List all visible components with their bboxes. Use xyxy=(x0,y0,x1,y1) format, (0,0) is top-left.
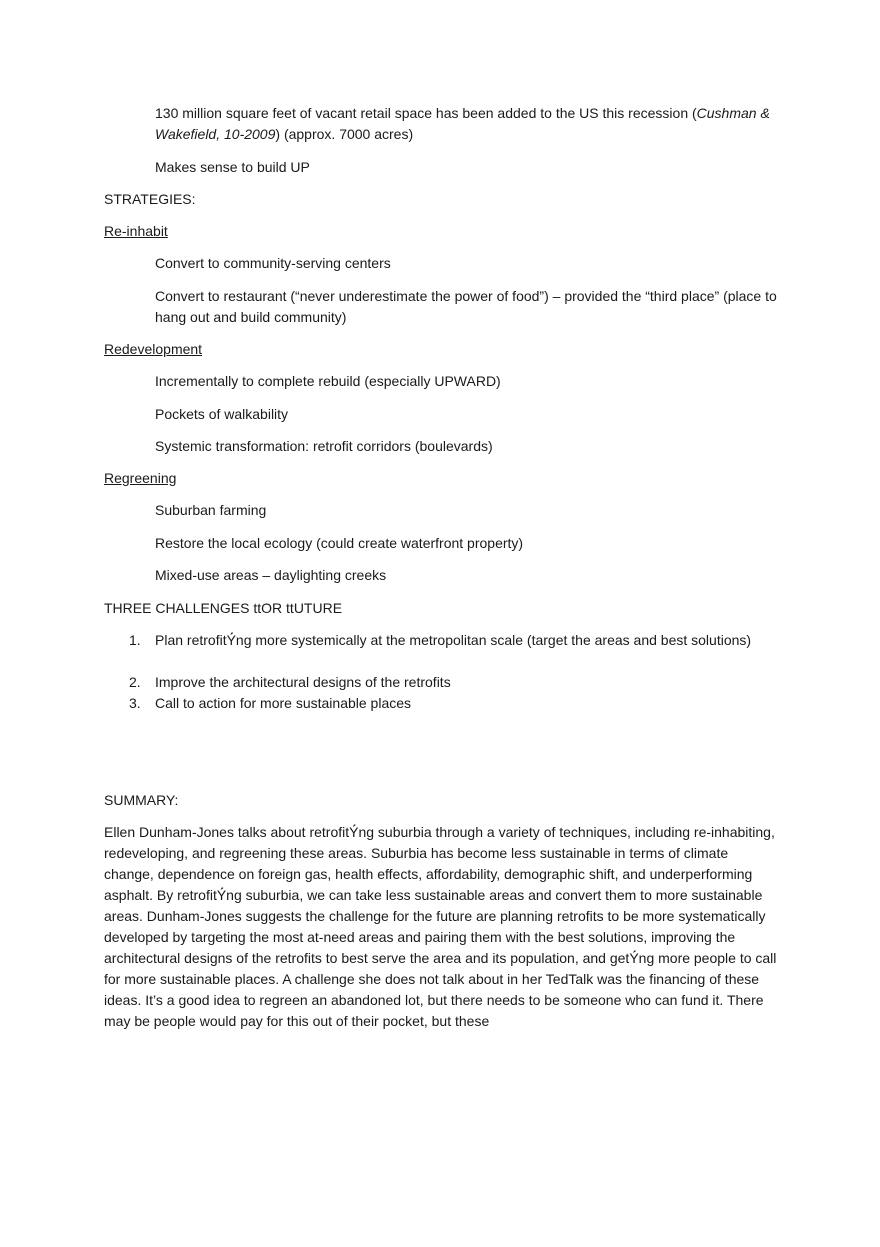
list-number: 3. xyxy=(129,695,141,711)
intro-source: Cushman & Wakefield xyxy=(155,105,770,142)
regreening-item: Mixed-use areas – daylighting creeks xyxy=(155,567,387,583)
summary-label: SUMMARY: xyxy=(104,792,179,808)
reinhabit-item: Convert to community-serving centers xyxy=(155,255,391,271)
list-item-text: Call to action for more sustainable places xyxy=(155,695,412,711)
summary-text: Ellen Dunham-Jones talks about retrofitÝ́ng suburbia through a variety of techniques, including re-inhabiting, redeveloping, and regreening these areas. Suburbia has become less sustainable in terms of climate change, dependence on foreign gas, health effects, affordability, demographic shift, and underperforming asphalt. By retrofitÝ́ng suburbia, we can take less sustainable areas and convert them to more sustainable areas. Dunham-Jones suggests the challenge for the future are planning retrofits to be more systematically developed by targeting the most at-need areas and pairing them with the best solutions, improving the architectural designs of the retrofits to best serve the area and its population, and getÝ́ng more people to call for more sustainable places. A challenge she does not talk about in her TedTalk was the financing of these ideas. It’s a good idea to regreen an abandoned lot, but there needs to be someone who can fund it. There may be people would pay for this out of their pocket, but these xyxy=(104,824,777,1029)
regreening-item: Restore the local ecology (could create waterfront property) xyxy=(155,535,524,551)
intro-text-pre: 130 million square feet of vacant retail space has been added to the US this recession ( xyxy=(155,105,697,121)
list-item-text: Plan retrofitÝ́ng more systemically at the metropolitan scale (target the areas and best solutions) xyxy=(155,632,752,648)
redevelopment-heading: Redevelopment xyxy=(104,341,203,357)
intro-text-post: ) (approx. 7000 acres) xyxy=(275,126,414,142)
intro-line2: Makes sense to build UP xyxy=(155,159,310,175)
challenges-heading: THREE CHALLENGES ttOR ttUTURE xyxy=(104,600,343,616)
intro-separator: , xyxy=(216,126,224,142)
list-number: 2. xyxy=(129,674,141,690)
list-item-text: Improve the architectural designs of the retrofits xyxy=(155,674,451,690)
intro-date: 10-2009 xyxy=(224,126,276,142)
reinhabit-heading: Re-inhabit xyxy=(104,223,168,239)
redevelopment-item: Incrementally to complete rebuild (especially UPWARD) xyxy=(155,373,501,389)
redevelopment-item: Systemic transformation: retrofit corridors (boulevards) xyxy=(155,438,493,454)
strategies-label: STRATEGIES: xyxy=(104,191,196,207)
redevelopment-item: Pockets of walkability xyxy=(155,406,289,422)
regreening-item: Suburban farming xyxy=(155,502,267,518)
reinhabit-item: Convert to restaurant (“never underestimate the power of food”) – provided the “third place” (place to hang out and build community) xyxy=(155,288,777,325)
intro-paragraph xyxy=(155,103,780,145)
regreening-heading: Regreening xyxy=(104,470,177,486)
list-number: 1. xyxy=(129,632,141,648)
